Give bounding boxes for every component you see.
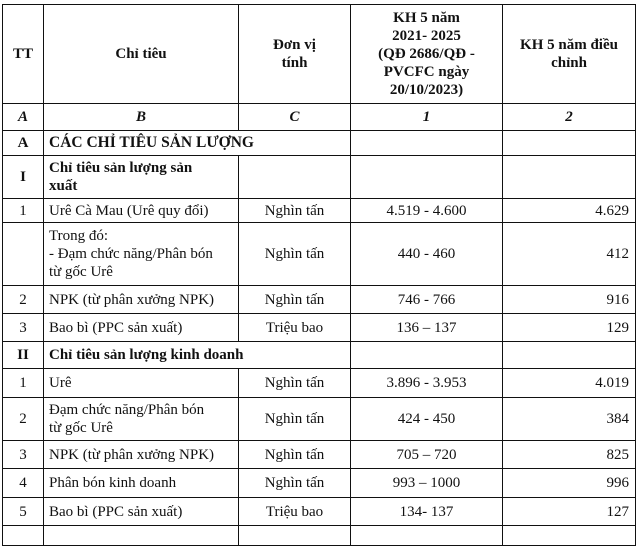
header-row [3, 5, 636, 104]
group-1-label: Chỉ tiêu sản lượng sản xuất [44, 156, 239, 199]
letter-b: B [44, 104, 239, 131]
header-chi-tieu: Chỉ tiêu [44, 5, 239, 104]
group-2-row [3, 342, 636, 369]
letter-c: C [239, 104, 351, 131]
table-row-continued [3, 526, 636, 546]
header-kh-5-nam: KH 5 năm 2021- 2025 (QĐ 2686/QĐ - PVCFC ngày 20/10/2023) [351, 5, 503, 104]
table-row: 3 Bao bì (PPC sản xuất) Triệu bao 136 – 137 129 [3, 314, 636, 342]
table-row: 2 Đạm chức năng/Phân bón từ gốc Urê Nghìn tấn 424 - 450 384 [3, 398, 636, 441]
letter-a: A [3, 104, 44, 131]
production-targets-table [2, 4, 636, 546]
table-row: 1 Urê Nghìn tấn 3.896 - 3.953 4.019 [3, 369, 636, 398]
section-a-row [3, 131, 636, 156]
section-a-tt: A [3, 131, 44, 156]
table-row: 3 NPK (từ phân xưởng NPK) Nghìn tấn 705 – 720 825 [3, 441, 636, 469]
header-tt: TT [3, 5, 44, 104]
letter-1: 1 [351, 104, 503, 131]
group-1-row [3, 156, 636, 199]
letter-2: 2 [503, 104, 636, 131]
table-row: 4 Phân bón kinh doanh Nghìn tấn 993 – 1000 996 [3, 469, 636, 498]
header-don-vi: Đơn vị tính [239, 5, 351, 104]
group-1-tt: I [3, 156, 44, 199]
column-letters-row [3, 104, 636, 131]
group-2-label: Chỉ tiêu sản lượng kinh doanh [44, 342, 351, 369]
table-row: 2 NPK (từ phân xưởng NPK) Nghìn tấn 746 - 766 916 [3, 286, 636, 314]
group-2-tt: II [3, 342, 44, 369]
header-kh-dieu-chinh: KH 5 năm điều chỉnh [503, 5, 636, 104]
section-a-label: CÁC CHỈ TIÊU SẢN LƯỢNG [44, 131, 351, 156]
table-row: 5 Bao bì (PPC sản xuất) Triệu bao 134- 137 127 [3, 498, 636, 526]
table-row: Trong đó: - Đạm chức năng/Phân bón từ gốc Urê Nghìn tấn 440 - 460 412 [3, 223, 636, 286]
table-row: 1 Urê Cà Mau (Urê quy đổi) Nghìn tấn 4.519 - 4.600 4.629 [3, 199, 636, 223]
